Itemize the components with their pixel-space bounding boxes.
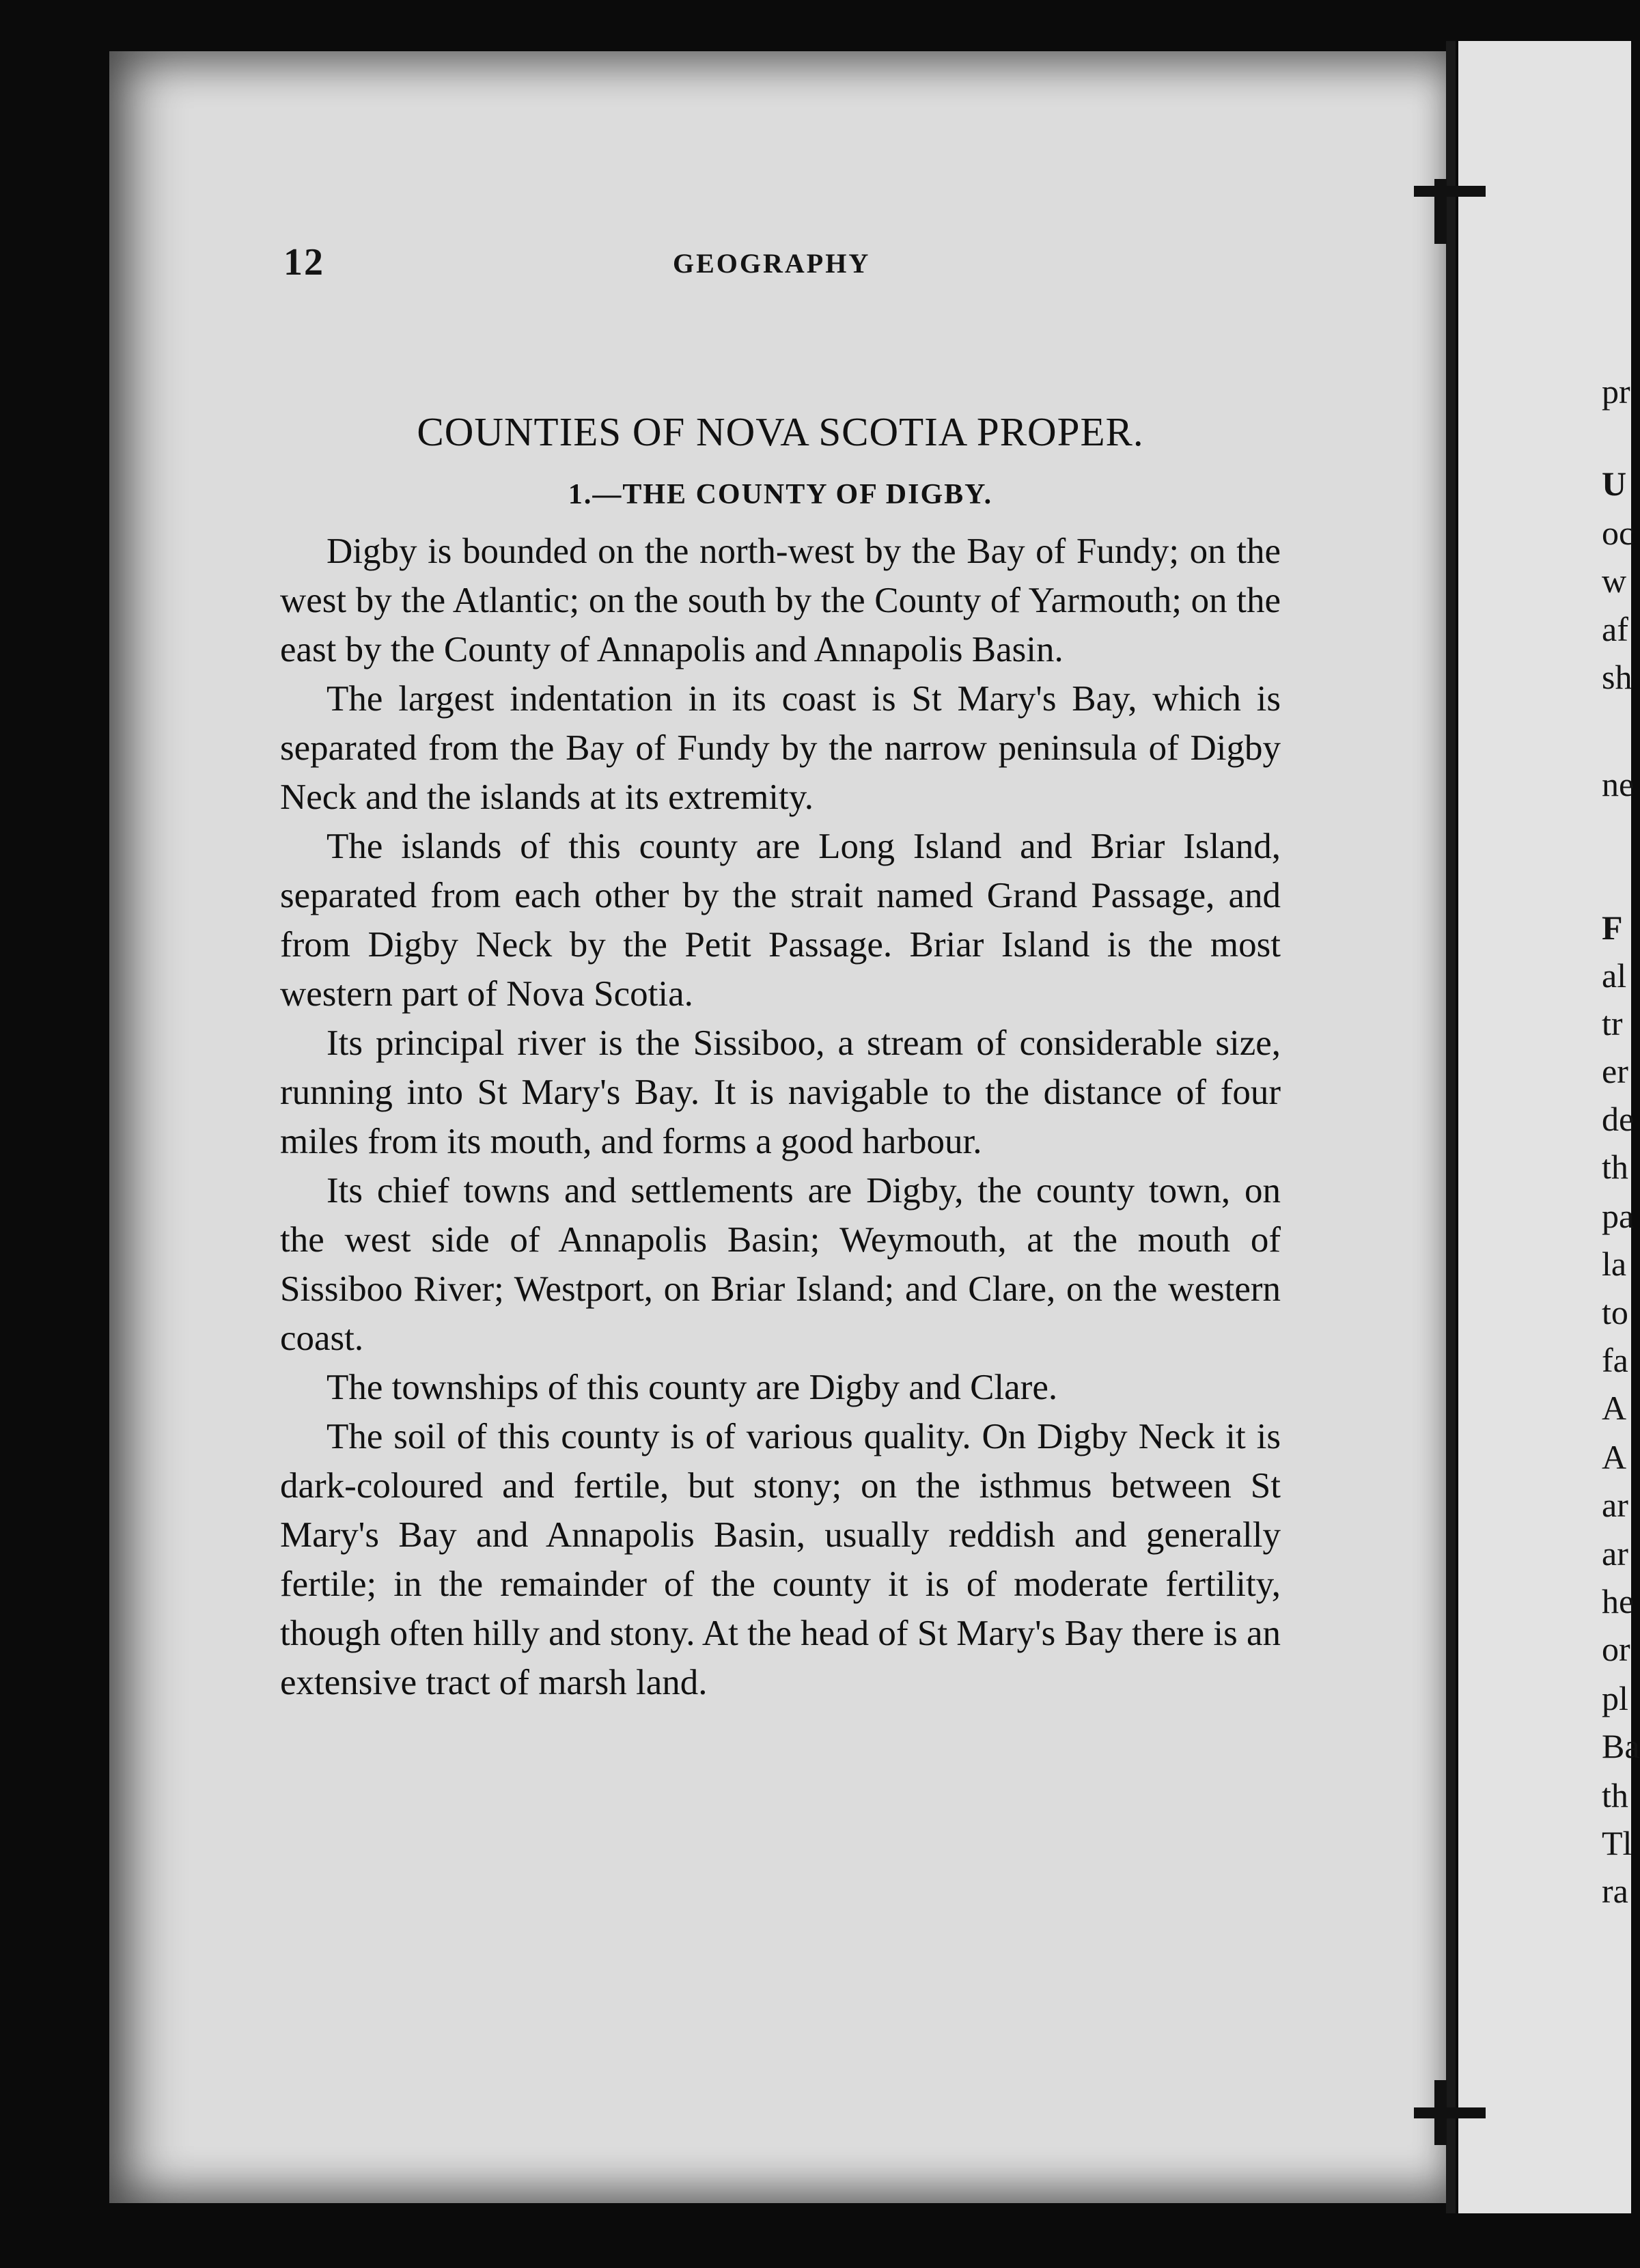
paragraph: The townships of this county are Digby and Clare.: [326, 1368, 1058, 1407]
facing-page-fragment: pl: [1602, 1679, 1628, 1717]
facing-page-fragment: A: [1602, 1389, 1627, 1427]
facing-page-fragment: ra: [1602, 1872, 1628, 1910]
paragraph: Digby is bounded on the north-west by the Bay of Fundy; on the west by the Atlantic; on the south by the County of Yarmouth; on the east by the County of Annapolis and Annapolis Basin.: [280, 531, 1281, 669]
facing-page-fragment: to: [1602, 1293, 1628, 1331]
chapter-heading: COUNTIES OF NOVA SCOTIA PROPER.: [417, 409, 1144, 454]
binding-clip-bottom: [1414, 2107, 1486, 2118]
facing-page-fragment: Tl: [1602, 1824, 1632, 1862]
facing-page-fragment: oc: [1602, 514, 1635, 552]
page-body: [280, 406, 1281, 1707]
facing-page-fragment: th: [1602, 1148, 1628, 1186]
facing-page-fragment: th: [1602, 1776, 1628, 1814]
facing-page-fragment: A: [1602, 1438, 1627, 1476]
facing-page-fragment: sh: [1602, 658, 1632, 696]
facing-page-fragment: F: [1602, 909, 1623, 947]
facing-page-fragment: af: [1602, 610, 1628, 648]
paragraph: The islands of this county are Long Island and Briar Island, separated from each other by the strait named Grand Passage, and from Digby Neck by the Petit Passage. Briar Island is the most western part of Nova Scotia.: [280, 827, 1281, 1014]
paragraph: Its principal river is the Sissiboo, a stream of considerable size, running into St Mary's Bay. It is navigable to the distance of four miles from its mouth, and forms a good harbour.: [280, 1023, 1281, 1161]
binding-gutter: [1446, 41, 1456, 2213]
facing-page-fragment: or: [1602, 1630, 1630, 1668]
facing-page-fragment: w: [1602, 562, 1627, 600]
paragraph: The largest indentation in its coast is St Mary's Bay, which is separated from the Bay of Fundy by the narrow peninsula of Digby Neck and the islands at its extremity.: [280, 679, 1281, 817]
facing-page-fragment: ar: [1602, 1486, 1628, 1524]
facing-page-fragment: pr: [1602, 372, 1630, 411]
facing-page-fragment: la: [1602, 1245, 1627, 1283]
running-title: GEOGRAPHY: [673, 248, 871, 279]
facing-page-fragment: pa: [1602, 1197, 1635, 1235]
facing-page-fragment: Ba: [1602, 1727, 1640, 1765]
section-heading: 1.—THE COUNTY OF DIGBY.: [568, 479, 993, 510]
page-number: 12: [283, 241, 324, 284]
running-head: [283, 240, 1376, 284]
binding-clip-top-stem: [1434, 179, 1447, 244]
facing-page-fragment: fa: [1602, 1341, 1628, 1379]
binding-clip-bottom-stem: [1434, 2080, 1447, 2145]
facing-page-fragment: ne: [1602, 765, 1635, 803]
facing-page-fragment: U: [1602, 465, 1627, 503]
facing-page-fragment: al: [1602, 956, 1627, 995]
facing-page-fragment: he: [1602, 1582, 1635, 1620]
facing-page-fragment: ar: [1602, 1534, 1628, 1573]
paragraph: The soil of this county is of various quality. On Digby Neck it is dark-coloured and fertile, but stony; on the isthmus between St Mary's Bay and Annapolis Basin, usually reddish and generally fertile; in the remainder of the county it is of moderate fertility, though often hilly and stony. At the head of St Mary's Bay there is an extensive tract of marsh land.: [280, 1417, 1281, 1702]
binding-clip-top: [1414, 186, 1486, 197]
facing-page-fragment: tr: [1602, 1004, 1623, 1042]
facing-page-fragment: er: [1602, 1052, 1628, 1090]
paragraph: Its chief towns and settlements are Digby, the county town, on the west side of Annapolis Basin; Weymouth, at the mouth of Sissiboo River; Westport, on Briar Island; and Clare, on the western coast.: [280, 1171, 1281, 1358]
facing-page-fragment: de: [1602, 1100, 1635, 1138]
